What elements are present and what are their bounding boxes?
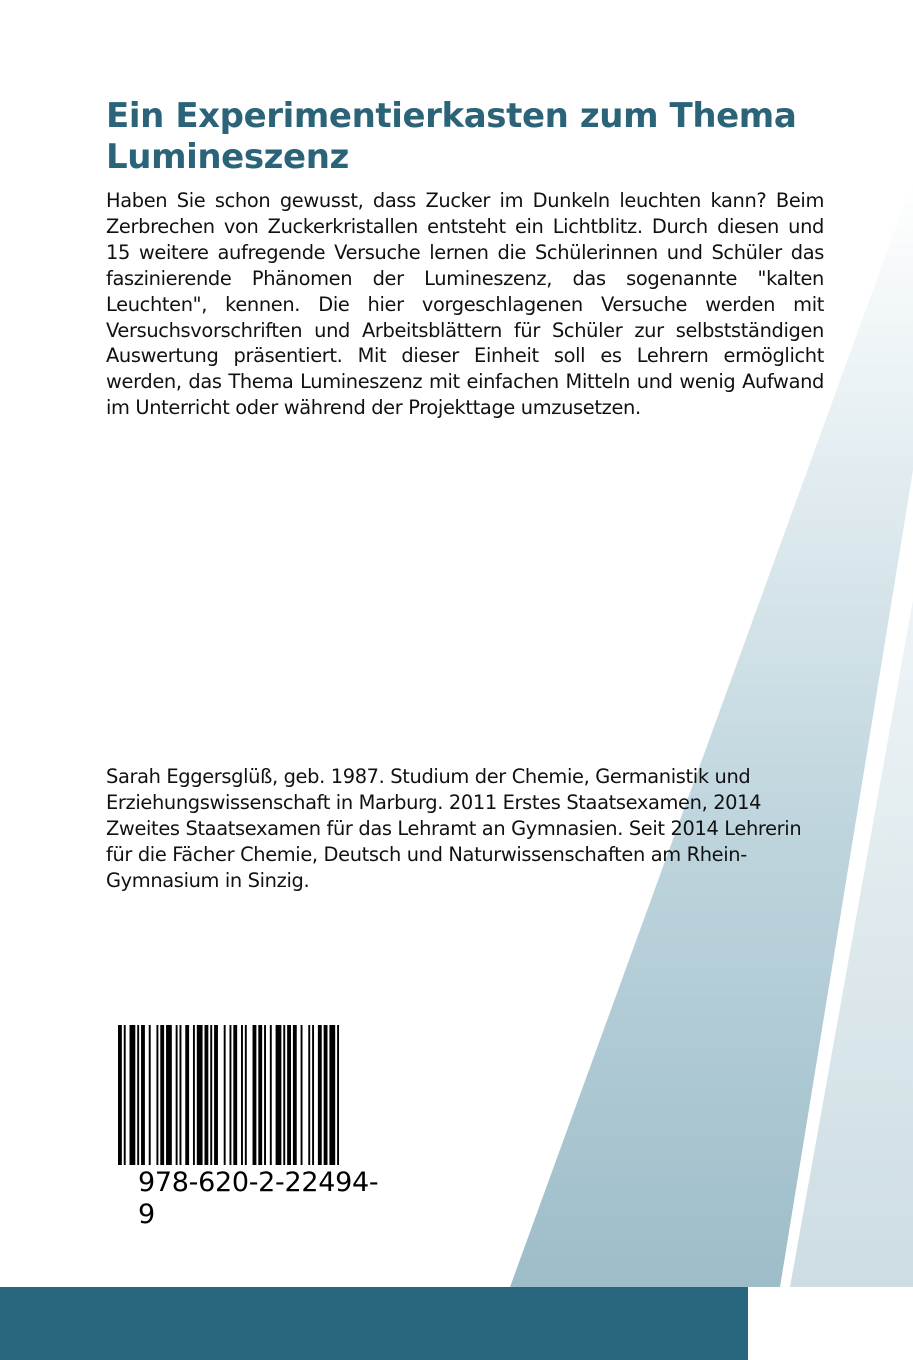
barcode-bar bbox=[224, 1025, 226, 1165]
barcode-bar bbox=[185, 1025, 189, 1165]
barcode-bar bbox=[156, 1025, 158, 1165]
barcode-bars bbox=[118, 1025, 382, 1165]
barcode-bar bbox=[137, 1025, 139, 1165]
barcode-bar bbox=[283, 1025, 285, 1165]
barcode-bar bbox=[312, 1025, 314, 1165]
barcode-bar bbox=[160, 1025, 164, 1165]
barcode-bar bbox=[176, 1025, 178, 1165]
barcode-bar bbox=[264, 1025, 266, 1165]
barcode-bar bbox=[329, 1025, 335, 1165]
barcode-bar bbox=[214, 1025, 218, 1165]
barcode-bar bbox=[124, 1025, 126, 1165]
barcode-bar bbox=[193, 1025, 195, 1165]
barcode-bar bbox=[233, 1025, 237, 1165]
book-title-line-1: Ein Experimentierkasten zum Thema bbox=[106, 96, 797, 136]
barcode-bar bbox=[180, 1025, 182, 1165]
book-description: Haben Sie schon gewusst, dass Zucker im Dunkeln leuchten kann? Beim Zerbrechen von Zuckerkristallen entsteht ein Lichtblitz. Durch diesen und 15 weitere aufregende Versuche lernen die Schülerinnen und Schüler das faszinierende Phänomen der Lumineszenz, das sogenannte "kalten Leuchten", kennen. Die hier vorgeschlagenen Versuche werden mit Versuchsvorschriften und Arbeitsblättern für Schüler zur selbstständigen Auswertung präsentiert. Mit dieser Einheit soll es Lehrern ermöglicht werden, das Thema Lumineszenz mit einfachen Mitteln und wenig Aufwand im Unterricht oder während der Projekttage umzusetzen. bbox=[106, 189, 824, 420]
barcode-bar bbox=[270, 1025, 272, 1165]
barcode-bar bbox=[276, 1025, 282, 1165]
barcode-bar bbox=[241, 1025, 243, 1165]
barcode-bar bbox=[210, 1025, 212, 1165]
barcode-bar bbox=[308, 1025, 310, 1165]
barcode-bar bbox=[197, 1025, 203, 1165]
barcode-bar bbox=[204, 1025, 208, 1165]
isbn-barcode bbox=[106, 1013, 394, 1230]
barcode-bar bbox=[293, 1025, 297, 1165]
barcode-bar bbox=[287, 1025, 291, 1165]
book-title bbox=[106, 96, 806, 178]
barcode-bar bbox=[229, 1025, 231, 1165]
barcode-bar bbox=[118, 1025, 122, 1165]
barcode-bar bbox=[301, 1025, 303, 1165]
author-biography: Sarah Eggersglüß, geb. 1987. Studium der Chemie, Germanistik und Erziehungswissenschaft in Marburg. 2011 Erstes Staatsexamen, 2014 Zweites Staatsexamen für das Lehramt an Gymnasien. Seit 2014 Lehrerin für die Fächer Chemie, Deutsch und Naturwissenschaften am Rhein-Gymnasium in Sinzig. bbox=[106, 765, 802, 892]
barcode-bar bbox=[337, 1025, 339, 1165]
barcode-bar bbox=[166, 1025, 172, 1165]
barcode-bar bbox=[324, 1025, 328, 1165]
barcode-bar bbox=[258, 1025, 262, 1165]
barcode-bar bbox=[141, 1025, 145, 1165]
book-title-line-2: Lumineszenz bbox=[106, 137, 349, 177]
footer-color-bar bbox=[0, 1287, 748, 1360]
barcode-bar bbox=[149, 1025, 151, 1165]
barcode-bar bbox=[245, 1025, 247, 1165]
barcode-bar bbox=[253, 1025, 257, 1165]
barcode-bar bbox=[318, 1025, 322, 1165]
isbn-number: 978-620-2-22494-9 bbox=[138, 1167, 379, 1230]
barcode-bar bbox=[130, 1025, 136, 1165]
